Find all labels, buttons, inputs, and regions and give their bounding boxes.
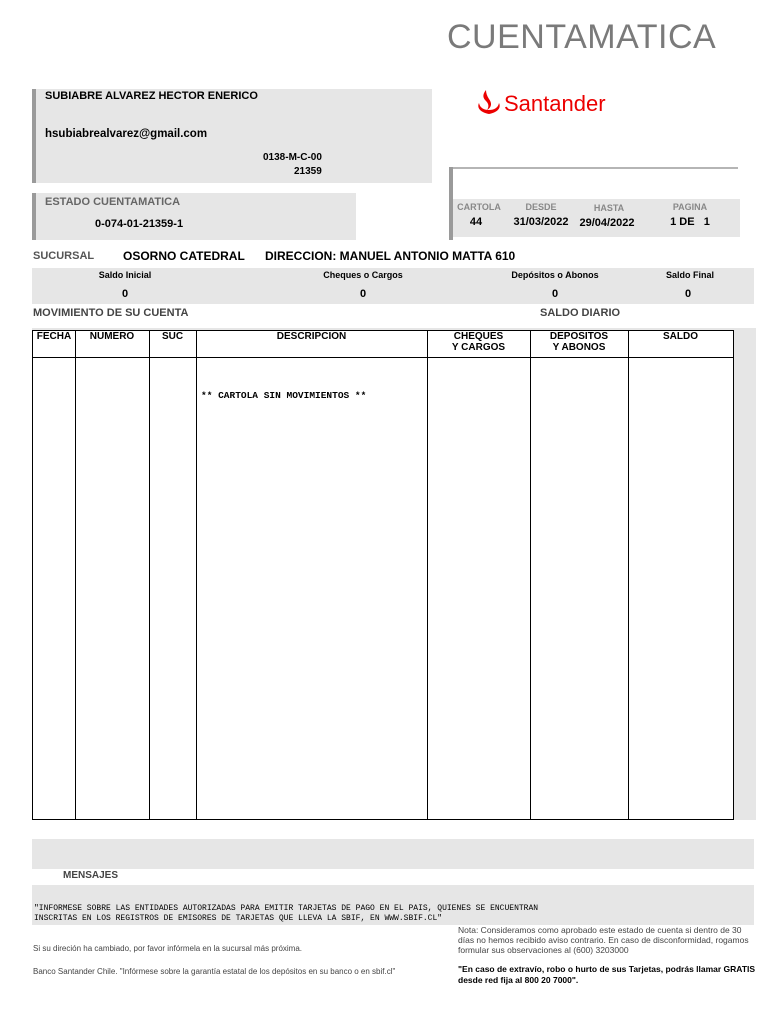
col-depositos-abonos: DEPOSITOS Y ABONOS bbox=[549, 331, 609, 353]
sucursal-label: SUCURSAL bbox=[33, 250, 95, 262]
estado-label: ESTADO CUENTAMATICA bbox=[45, 196, 181, 208]
client-code-1: 0138-M-C-00 bbox=[263, 152, 322, 163]
depositos-abonos-value: 0 bbox=[551, 288, 559, 300]
cartola-value: 44 bbox=[469, 216, 483, 228]
extravio-text: "En caso de extravío, robo o hurto de sus Tarjetas, podrás llamar GRATIS desde red fija al 800 20 7000". bbox=[458, 964, 756, 985]
pagina-header: PAGINA bbox=[672, 202, 708, 212]
column-divider bbox=[149, 331, 150, 819]
direccion: DIRECCION: MANUEL ANTONIO MATTA 610 bbox=[265, 249, 516, 263]
saldo-diario-label: SALDO DIARIO bbox=[540, 307, 621, 319]
cartola-header: CARTOLA bbox=[457, 202, 501, 212]
informese-message: "INFORMESE SOBRE LAS ENTIDADES AUTORIZADAS PARA EMITIR TARJETAS DE PAGO EN EL PAIS, QUIENES SE ENCUENTRAN INSCRITAS EN LOS REGISTROS DE EMISORES DE TARJETAS QUE LLEVA LA SBIF, EN WWW.SBIF.CL" bbox=[34, 904, 539, 923]
cambio-direccion-text: Si su direción ha cambiado, por favor infórmela en la sucursal más próxima. bbox=[33, 944, 303, 953]
saldo-inicial-header: Saldo Inicial bbox=[98, 270, 152, 280]
sucursal-value: OSORNO CATEDRAL bbox=[123, 249, 245, 263]
divider bbox=[449, 167, 738, 169]
cheques-cargos-value: 0 bbox=[359, 288, 367, 300]
hasta-header: HASTA bbox=[593, 203, 625, 213]
pagina-value: 1 DE 1 bbox=[670, 216, 710, 228]
col-suc: SUC bbox=[161, 331, 184, 342]
col-saldo: SALDO bbox=[663, 331, 698, 342]
saldo-inicial-value: 0 bbox=[121, 288, 129, 300]
cheques-cargos-header: Cheques o Cargos bbox=[323, 270, 403, 280]
client-email: hsubiabrealvarez@gmail.com bbox=[45, 128, 208, 140]
santander-logo bbox=[476, 86, 636, 120]
movements-table bbox=[32, 330, 734, 820]
client-name: SUBIABRE ALVAREZ HECTOR ENERICO bbox=[45, 90, 258, 102]
column-divider bbox=[427, 331, 428, 819]
column-divider bbox=[530, 331, 531, 819]
message-band bbox=[32, 839, 754, 869]
no-movements-text: ** CARTOLA SIN MOVIMIENTOS ** bbox=[201, 390, 367, 401]
col-descripcion: DESCRIPCION bbox=[276, 331, 347, 342]
desde-header: DESDE bbox=[525, 202, 557, 212]
saldo-final-header: Saldo Final bbox=[665, 270, 714, 280]
mensajes-label: MENSAJES bbox=[63, 870, 119, 881]
banco-text: Banco Santander Chile. "Infórmese sobre la garantía estatal de los depósitos en su banco o en sbif.cl" bbox=[33, 967, 396, 976]
santander-logo-text: Santander bbox=[504, 91, 606, 116]
column-divider bbox=[196, 331, 197, 819]
document-title: CUENTAMATICA bbox=[447, 18, 717, 56]
column-divider bbox=[75, 331, 76, 819]
col-fecha: FECHA bbox=[36, 331, 72, 342]
saldo-final-value: 0 bbox=[684, 288, 692, 300]
movimiento-label: MOVIMIENTO DE SU CUENTA bbox=[33, 307, 189, 319]
hasta-value: 29/04/2022 bbox=[579, 217, 635, 229]
col-cheques-cargos: CHEQUES Y CARGOS bbox=[451, 331, 506, 353]
column-divider bbox=[628, 331, 629, 819]
desde-value: 31/03/2022 bbox=[513, 216, 569, 228]
nota-text: Nota: Consideramos como aprobado este estado de cuenta si dentro de 30 días no hemos recibido aviso contrario. En caso de disconformidad, rogamos formular sus observaciones al (600) 3203000 bbox=[458, 925, 749, 955]
account-number: 0-074-01-21359-1 bbox=[95, 218, 184, 230]
col-numero: NUMERO bbox=[89, 331, 135, 342]
depositos-abonos-header: Depósitos o Abonos bbox=[511, 270, 599, 280]
client-code-2: 21359 bbox=[294, 166, 322, 177]
